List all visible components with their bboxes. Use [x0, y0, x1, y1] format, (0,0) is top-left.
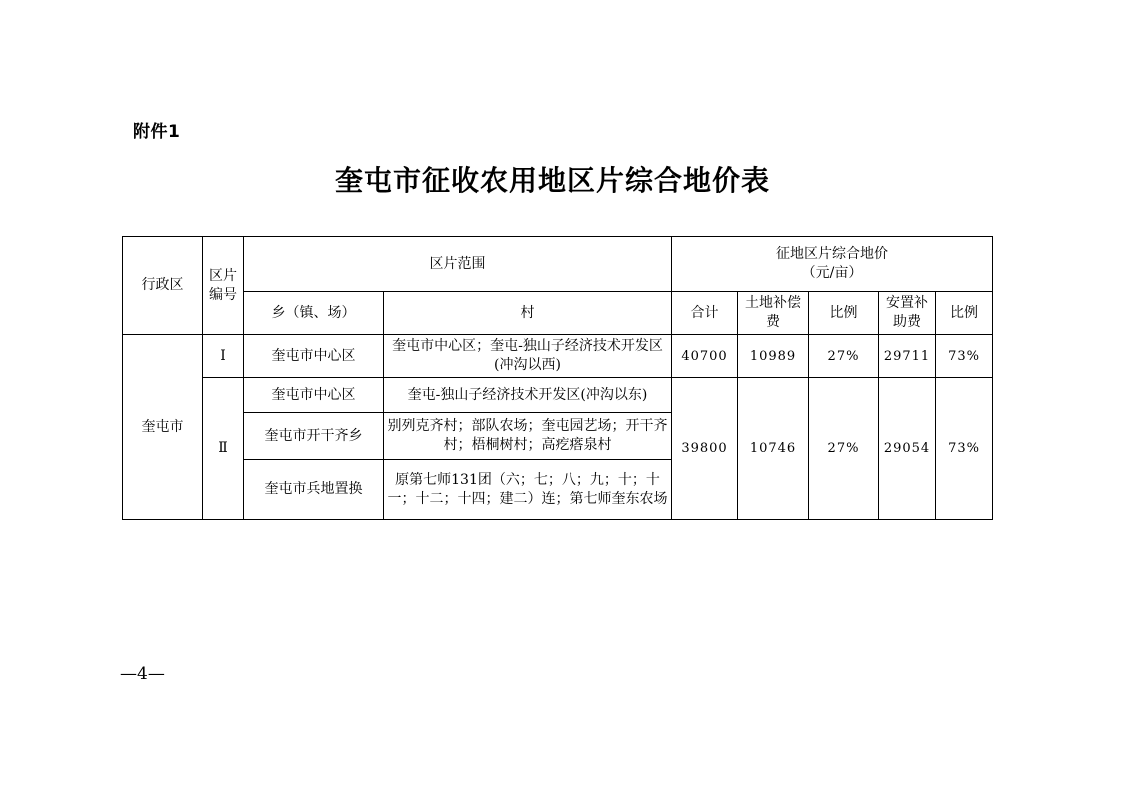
- attachment-label: 附件1: [133, 122, 181, 142]
- resettlement-cell: 29711: [879, 335, 936, 378]
- township-cell: 奎屯市开干齐乡: [244, 413, 384, 460]
- ratio-cell: 27%: [809, 335, 879, 378]
- township-cell: 奎屯市兵地置换: [244, 460, 384, 520]
- ratio-cell: 73%: [936, 335, 993, 378]
- admin-area-cell: 奎屯市: [123, 335, 203, 520]
- header-zone-range: 区片范围: [244, 237, 672, 292]
- header-resettlement: 安置补 助费: [879, 292, 936, 335]
- zone-code-cell: Ⅰ: [203, 335, 244, 378]
- village-cell: 奎屯市中心区；奎屯-独山子经济技术开发区(冲沟以西): [384, 335, 672, 378]
- zone-code-cell: Ⅱ: [203, 378, 244, 520]
- header-price-group: 征地区片综合地价 （元/亩）: [672, 237, 993, 292]
- header-total: 合计: [672, 292, 738, 335]
- page-title: 奎屯市征收农用地区片综合地价表: [334, 164, 770, 197]
- ratio-cell: 27%: [809, 378, 879, 520]
- township-cell: 奎屯市中心区: [244, 378, 384, 413]
- land-compensation-cell: 10746: [738, 378, 809, 520]
- land-price-table: [122, 236, 993, 520]
- table-row: [123, 335, 993, 378]
- village-cell: 别列克齐村；部队农场；奎屯园艺场；开干齐村；梧桐树村；高疙瘩泉村: [384, 413, 672, 460]
- page-number: —4—: [120, 664, 165, 684]
- village-cell: 奎屯-独山子经济技术开发区(冲沟以东): [384, 378, 672, 413]
- header-land-compensation: 土地补偿 费: [738, 292, 809, 335]
- total-price-cell: 39800: [672, 378, 738, 520]
- header-ratio-2: 比例: [936, 292, 993, 335]
- land-compensation-cell: 10989: [738, 335, 809, 378]
- header-village: 村: [384, 292, 672, 335]
- header-township: 乡（镇、场）: [244, 292, 384, 335]
- header-ratio-1: 比例: [809, 292, 879, 335]
- resettlement-cell: 29054: [879, 378, 936, 520]
- header-admin-area: 行政区: [123, 237, 203, 335]
- ratio-cell: 73%: [936, 378, 993, 520]
- total-price-cell: 40700: [672, 335, 738, 378]
- village-cell: 原第七师131团（六；七；八；九；十；十一；十二；十四；建二）连；第七师奎东农场: [384, 460, 672, 520]
- township-cell: 奎屯市中心区: [244, 335, 384, 378]
- table-row: [123, 378, 993, 413]
- header-zone-code: 区片 编号: [203, 237, 244, 335]
